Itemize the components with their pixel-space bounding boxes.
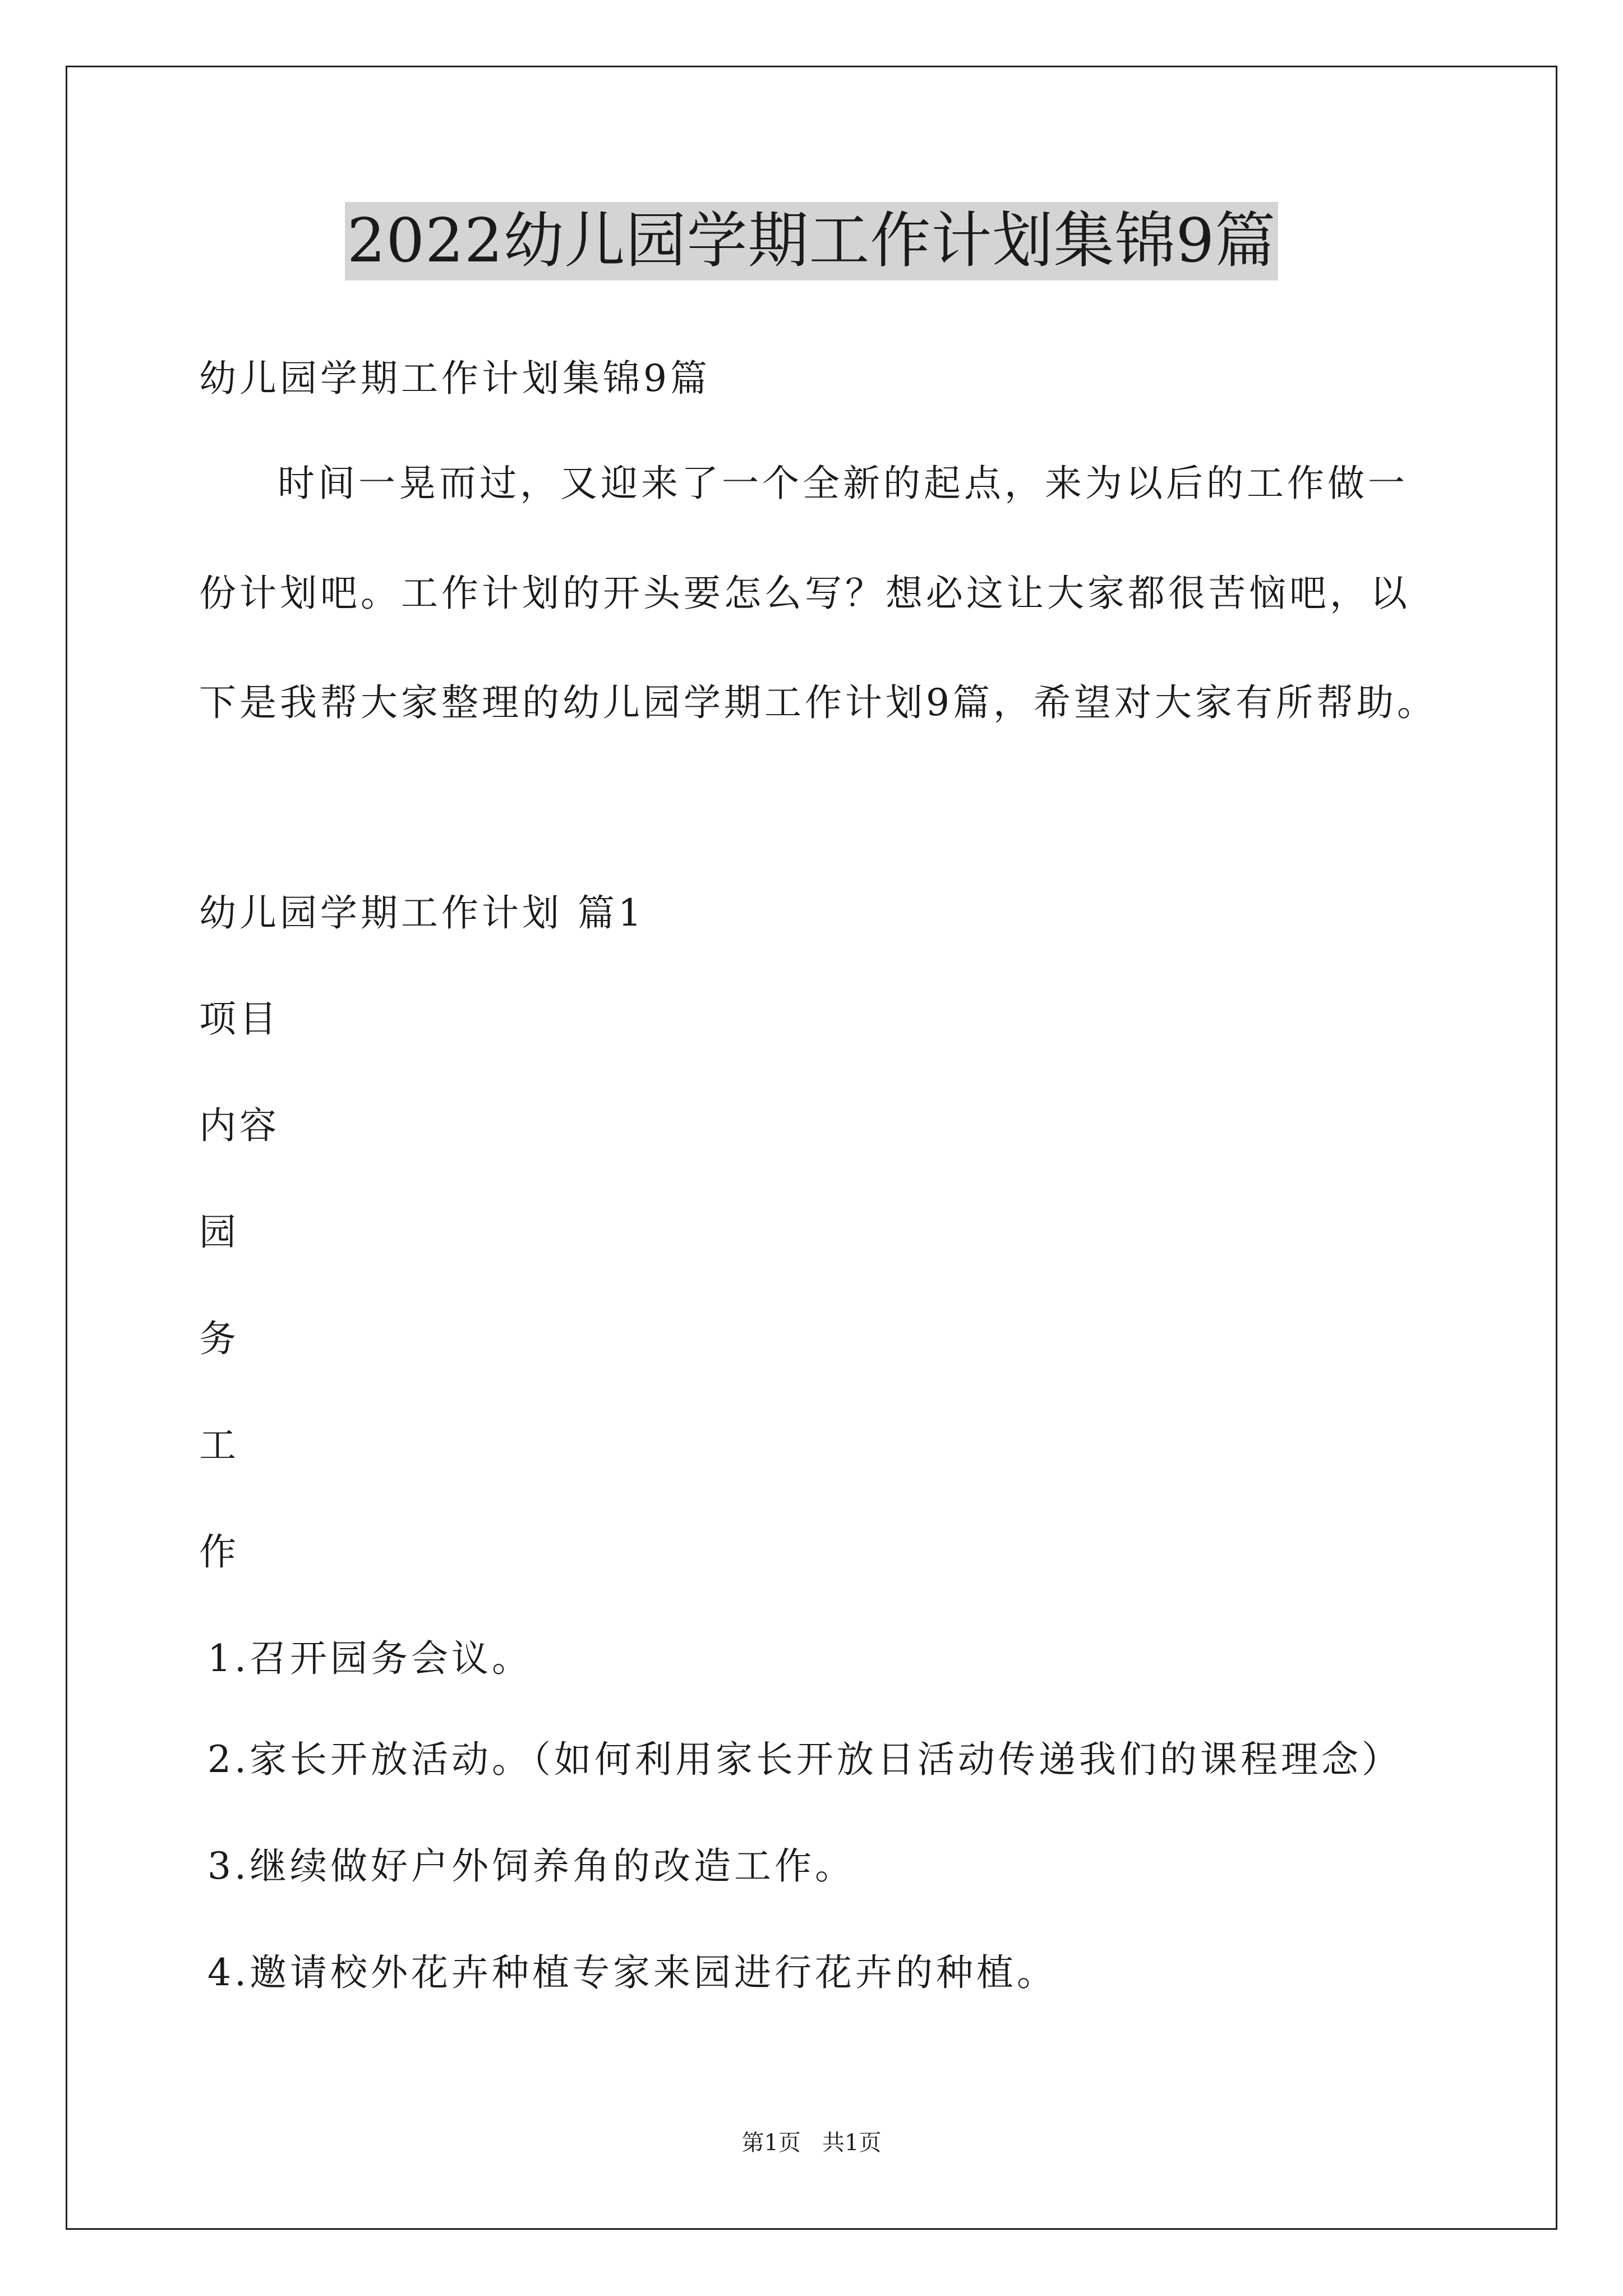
list-item-3: 3.继续做好户外饲养角的改造工作。	[208, 1844, 855, 1888]
table-label-gong: 工	[199, 1424, 239, 1467]
document-subtitle: 幼儿园学期工作计划集锦9篇	[199, 357, 711, 400]
table-label-content: 内容	[199, 1104, 280, 1147]
intro-line-1: 时间一晃而过，又迎来了一个全新的起点，来为以后的工作做一	[278, 462, 1408, 505]
list-item-2: 2.家长开放活动。（如何利用家长开放日活动传递我们的课程理念）	[208, 1738, 1402, 1781]
table-label-zuo: 作	[199, 1530, 239, 1573]
section-heading: 幼儿园学期工作计划 篇1	[199, 891, 645, 935]
intro-line-3: 下是我帮大家整理的幼儿园学期工作计划9篇，希望对大家有所帮助。	[199, 681, 1437, 724]
list-item-4: 4.邀请校外花卉种植专家来园进行花卉的种植。	[208, 1951, 1057, 1994]
list-item-1: 1.召开园务会议。	[208, 1637, 532, 1680]
table-label-wu: 务	[199, 1317, 239, 1360]
page-footer: 第1页 共1页	[741, 2130, 882, 2156]
table-label-yuan: 园	[199, 1211, 239, 1254]
title-container	[0, 202, 1623, 280]
intro-line-2: 份计划吧。工作计划的开头要怎么写？想必这让大家都很苦恼吧，以	[199, 572, 1410, 615]
document-title: 2022幼儿园学期工作计划集锦9篇	[345, 202, 1279, 280]
table-label-project: 项目	[199, 997, 280, 1041]
